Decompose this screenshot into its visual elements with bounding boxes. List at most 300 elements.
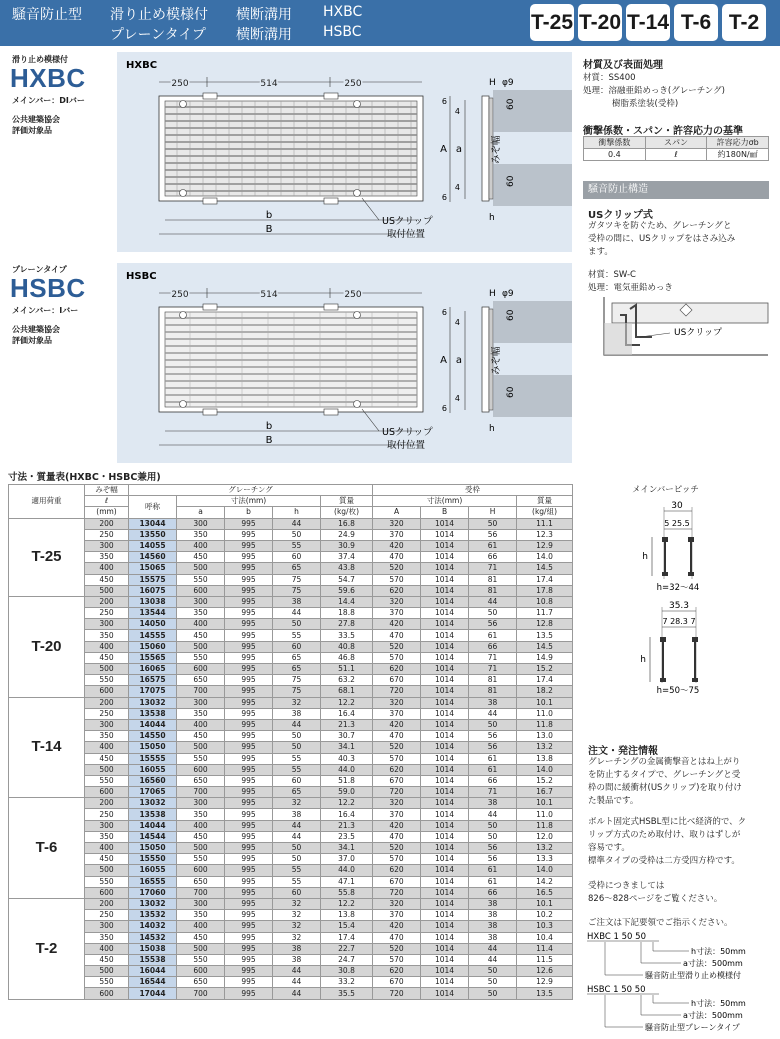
table-cell: 63.2 bbox=[321, 675, 373, 686]
header-width: (mm) bbox=[85, 507, 129, 518]
table-cell: 1014 bbox=[421, 753, 469, 764]
hsbc-drawing-panel bbox=[117, 263, 572, 463]
table-cell: 65 bbox=[273, 563, 321, 574]
table-cell: 1014 bbox=[421, 697, 469, 708]
table-cell: 14.4 bbox=[321, 596, 373, 607]
table-cell: 350 bbox=[177, 529, 225, 540]
header-col: B bbox=[421, 507, 469, 518]
table-cell: 14.2 bbox=[517, 876, 573, 887]
table-cell: 570 bbox=[373, 574, 421, 585]
table-cell: 995 bbox=[225, 563, 273, 574]
table-cell: 1014 bbox=[421, 921, 469, 932]
table-cell: 44 bbox=[273, 608, 321, 619]
table-cell: 670 bbox=[373, 977, 421, 988]
table-row bbox=[9, 552, 573, 563]
table-cell: 54.7 bbox=[321, 574, 373, 585]
load-class-cell: T-25 bbox=[9, 518, 85, 596]
header-col: b bbox=[225, 507, 273, 518]
table-cell: 320 bbox=[373, 898, 421, 909]
table-cell: 550 bbox=[177, 854, 225, 865]
product-code-cell: 15038 bbox=[129, 943, 177, 954]
table-cell: 620 bbox=[373, 966, 421, 977]
material-line: 樹脂系塗装(受枠) bbox=[612, 99, 679, 109]
table-cell: 570 bbox=[373, 854, 421, 865]
table-cell: 200 bbox=[85, 518, 129, 529]
table-cell: 995 bbox=[225, 630, 273, 641]
table-cell: 1014 bbox=[421, 977, 469, 988]
table-cell: 1014 bbox=[421, 686, 469, 697]
material-line: 材質：SS400 bbox=[583, 73, 636, 83]
dim-4-6: 4 bbox=[454, 394, 460, 403]
hsbc-code: HSBC bbox=[10, 273, 86, 303]
table-cell: 50 bbox=[273, 529, 321, 540]
table-cell: 68.1 bbox=[321, 686, 373, 697]
noise-material: 処理：電気亜鉛めっき bbox=[588, 283, 673, 293]
table-cell: 650 bbox=[177, 977, 225, 988]
dim-A: A bbox=[440, 355, 447, 366]
table-cell: 420 bbox=[373, 619, 421, 630]
table-cell: 16.7 bbox=[517, 787, 573, 798]
material-title: 材質及び表面処理 bbox=[583, 60, 663, 71]
load-class-cell: T-6 bbox=[9, 798, 85, 899]
table-cell: 350 bbox=[177, 809, 225, 820]
table-cell: 44 bbox=[469, 943, 517, 954]
product-code-cell: 15050 bbox=[129, 843, 177, 854]
table-cell: 44 bbox=[469, 809, 517, 820]
table-cell: 470 bbox=[373, 831, 421, 842]
table-cell: 44 bbox=[273, 977, 321, 988]
product-code-cell: 16065 bbox=[129, 664, 177, 675]
table-cell: 350 bbox=[85, 630, 129, 641]
table-cell: 13.2 bbox=[517, 742, 573, 753]
table-cell: 38 bbox=[273, 596, 321, 607]
table-cell: 300 bbox=[177, 518, 225, 529]
table-cell: 500 bbox=[85, 585, 129, 596]
table-cell: 10.4 bbox=[517, 932, 573, 943]
dim-250-right: 250 bbox=[344, 79, 362, 89]
order-type: 騒音防止型プレーンタイプ bbox=[645, 1023, 740, 1032]
table-cell: 670 bbox=[373, 675, 421, 686]
table-cell: 37.0 bbox=[321, 854, 373, 865]
table-row bbox=[9, 686, 573, 697]
table-row bbox=[9, 731, 573, 742]
table-cell: 450 bbox=[177, 831, 225, 842]
table-cell: 44.0 bbox=[321, 764, 373, 775]
table-cell: 44 bbox=[273, 719, 321, 730]
table-cell: 12.6 bbox=[517, 966, 573, 977]
table-cell: 44 bbox=[273, 988, 321, 999]
dim-4-6: 6 bbox=[441, 193, 447, 202]
pitch-diagram-top bbox=[620, 497, 730, 597]
table-cell: 1014 bbox=[421, 966, 469, 977]
table-cell: 66 bbox=[469, 552, 517, 563]
order-code: HSBC 1 50 50 bbox=[587, 985, 646, 995]
table-cell: 66 bbox=[469, 887, 517, 898]
table-cell: 250 bbox=[85, 529, 129, 540]
header-col: A bbox=[373, 507, 421, 518]
table-cell: 995 bbox=[225, 742, 273, 753]
pitch-total: 30 bbox=[671, 501, 683, 511]
table-cell: 56 bbox=[469, 619, 517, 630]
table-cell: 400 bbox=[177, 719, 225, 730]
table-cell: 370 bbox=[373, 708, 421, 719]
table-row bbox=[9, 664, 573, 675]
product-code-cell: 13544 bbox=[129, 608, 177, 619]
table-cell: 13.8 bbox=[517, 753, 573, 764]
table-cell: 700 bbox=[177, 686, 225, 697]
header-title-3: 横断溝用 bbox=[236, 7, 292, 23]
product-code-cell: 15550 bbox=[129, 854, 177, 865]
header-code-hxbc: HXBC bbox=[323, 4, 363, 20]
notes-line: グレーチングの金属衝撃音とはね上がり bbox=[588, 757, 741, 767]
table-cell: 600 bbox=[177, 966, 225, 977]
table-cell: 60 bbox=[273, 552, 321, 563]
table-cell: 995 bbox=[225, 753, 273, 764]
table-cell: 12.9 bbox=[517, 977, 573, 988]
table-row bbox=[9, 865, 573, 876]
table-cell: 55 bbox=[273, 753, 321, 764]
table-cell: 30.9 bbox=[321, 540, 373, 551]
header-load: 適用荷重 bbox=[9, 485, 85, 519]
header-frame: 受枠 bbox=[373, 485, 573, 496]
table-cell: 1014 bbox=[421, 898, 469, 909]
table-cell: 50 bbox=[469, 977, 517, 988]
table-cell: 400 bbox=[177, 540, 225, 551]
table-title: 寸法・質量表(HXBC・HSBC兼用) bbox=[8, 472, 161, 483]
table-cell: 60 bbox=[273, 641, 321, 652]
table-cell: 995 bbox=[225, 865, 273, 876]
dim-514: 514 bbox=[260, 290, 278, 300]
table-cell: 470 bbox=[373, 630, 421, 641]
load-class-badge: T-2 bbox=[722, 4, 766, 41]
dim-4-6: 4 bbox=[454, 183, 460, 192]
table-cell: 1014 bbox=[421, 540, 469, 551]
table-cell: 550 bbox=[177, 574, 225, 585]
table-cell: 17.4 bbox=[321, 932, 373, 943]
header-title-1: 騒音防止型 bbox=[12, 7, 82, 23]
table-row bbox=[9, 854, 573, 865]
table-cell: 38 bbox=[469, 697, 517, 708]
table-cell: 550 bbox=[85, 775, 129, 786]
product-code-cell: 16044 bbox=[129, 966, 177, 977]
table-row bbox=[9, 596, 573, 607]
table-cell: 500 bbox=[177, 563, 225, 574]
table-row bbox=[9, 630, 573, 641]
table-cell: 38 bbox=[273, 954, 321, 965]
table-cell: 1014 bbox=[421, 652, 469, 663]
table-cell: 65 bbox=[273, 787, 321, 798]
table-cell: 450 bbox=[177, 731, 225, 742]
table-cell: 600 bbox=[177, 664, 225, 675]
table-cell: 250 bbox=[85, 608, 129, 619]
table-cell: 995 bbox=[225, 652, 273, 663]
product-code-cell: 16055 bbox=[129, 764, 177, 775]
pitch-diagram-bottom bbox=[620, 597, 730, 697]
table-row bbox=[9, 809, 573, 820]
table-cell: 30.7 bbox=[321, 731, 373, 742]
header-dim: 寸法(mm) bbox=[373, 496, 517, 507]
table-cell: 16.4 bbox=[321, 809, 373, 820]
table-cell: 46.8 bbox=[321, 652, 373, 663]
table-cell: 420 bbox=[373, 921, 421, 932]
table-cell: 995 bbox=[225, 552, 273, 563]
table-row bbox=[9, 887, 573, 898]
table-cell: 500 bbox=[177, 641, 225, 652]
order-a: a寸法：500mm bbox=[683, 959, 743, 968]
header-col: a bbox=[177, 507, 225, 518]
dim-a: a bbox=[455, 355, 462, 366]
table-cell: 24.9 bbox=[321, 529, 373, 540]
table-cell: 55 bbox=[273, 630, 321, 641]
table-cell: 71 bbox=[469, 652, 517, 663]
table-cell: 32 bbox=[273, 932, 321, 943]
table-cell: 600 bbox=[85, 787, 129, 798]
table-cell: 17.4 bbox=[517, 574, 573, 585]
table-cell: 995 bbox=[225, 843, 273, 854]
table-cell: 38 bbox=[469, 932, 517, 943]
table-cell: 995 bbox=[225, 596, 273, 607]
table-cell: 1014 bbox=[421, 932, 469, 943]
table-cell: 720 bbox=[373, 988, 421, 999]
table-cell: 670 bbox=[373, 775, 421, 786]
pitch-range: h=32〜44 bbox=[656, 583, 700, 593]
table-row bbox=[9, 574, 573, 585]
order-code: HXBC 1 50 50 bbox=[587, 932, 646, 942]
table-cell: 61 bbox=[469, 630, 517, 641]
dim-4-6: 6 bbox=[441, 97, 447, 106]
table-row bbox=[9, 753, 573, 764]
table-cell: 250 bbox=[85, 809, 129, 820]
hxbc-main-bar: メインバー：DIバー bbox=[12, 96, 85, 105]
table-cell: 50 bbox=[469, 831, 517, 842]
dim-A: A bbox=[440, 144, 447, 155]
table-cell: 1014 bbox=[421, 630, 469, 641]
table-cell: 995 bbox=[225, 820, 273, 831]
table-cell: 550 bbox=[177, 652, 225, 663]
table-cell: 995 bbox=[225, 943, 273, 954]
product-code-cell: 14050 bbox=[129, 619, 177, 630]
table-cell: 44 bbox=[469, 708, 517, 719]
table-cell: 50 bbox=[273, 619, 321, 630]
table-cell: 570 bbox=[373, 954, 421, 965]
table-cell: 470 bbox=[373, 731, 421, 742]
table-cell: 71 bbox=[469, 787, 517, 798]
table-cell: 300 bbox=[177, 697, 225, 708]
table-row bbox=[9, 977, 573, 988]
table-cell: 300 bbox=[177, 798, 225, 809]
table-cell: 56 bbox=[469, 529, 517, 540]
notes-p4: ご注文は下記要領でご指示ください。 bbox=[588, 918, 733, 928]
table-cell: 60 bbox=[273, 775, 321, 786]
table-cell: 420 bbox=[373, 820, 421, 831]
table-row bbox=[9, 988, 573, 999]
dim-H: H bbox=[489, 289, 496, 299]
table-cell: 500 bbox=[177, 943, 225, 954]
table-cell: 450 bbox=[85, 854, 129, 865]
table-cell: 995 bbox=[225, 686, 273, 697]
noise-text: 受枠の間に、USクリップをはさみ込み bbox=[588, 234, 736, 244]
coef-header: スパン bbox=[645, 137, 707, 149]
dim-H: H bbox=[489, 78, 496, 88]
table-cell: 995 bbox=[225, 932, 273, 943]
table-cell: 720 bbox=[373, 887, 421, 898]
us-clip-diagram-label: USクリップ bbox=[674, 328, 722, 338]
table-cell: 300 bbox=[85, 619, 129, 630]
table-cell: 995 bbox=[225, 719, 273, 730]
table-cell: 17.8 bbox=[517, 585, 573, 596]
table-row bbox=[9, 798, 573, 809]
table-cell: 66 bbox=[469, 775, 517, 786]
hxbc-drawing bbox=[117, 52, 572, 252]
table-cell: 34.1 bbox=[321, 742, 373, 753]
table-cell: 995 bbox=[225, 619, 273, 630]
dim-4-6: 4 bbox=[454, 107, 460, 116]
table-cell: 1014 bbox=[421, 742, 469, 753]
table-cell: 995 bbox=[225, 697, 273, 708]
table-row bbox=[9, 876, 573, 887]
table-row bbox=[9, 585, 573, 596]
table-cell: 38 bbox=[273, 708, 321, 719]
table-cell: 520 bbox=[373, 742, 421, 753]
table-row bbox=[9, 675, 573, 686]
product-code-cell: 15060 bbox=[129, 641, 177, 652]
table-cell: 55 bbox=[273, 876, 321, 887]
product-code-cell: 14550 bbox=[129, 731, 177, 742]
table-cell: 320 bbox=[373, 518, 421, 529]
dim-h: h bbox=[489, 424, 495, 434]
table-cell: 350 bbox=[85, 932, 129, 943]
dim-B: B bbox=[265, 435, 273, 446]
table-cell: 1014 bbox=[421, 608, 469, 619]
table-cell: 470 bbox=[373, 552, 421, 563]
product-code-cell: 17044 bbox=[129, 988, 177, 999]
us-clip-position: 取付位置 bbox=[387, 440, 426, 451]
table-cell: 200 bbox=[85, 697, 129, 708]
table-row bbox=[9, 787, 573, 798]
table-cell: 620 bbox=[373, 865, 421, 876]
header-width: みぞ幅 bbox=[85, 485, 129, 496]
coef-header: 衝撃係数 bbox=[584, 137, 646, 149]
table-cell: 450 bbox=[177, 552, 225, 563]
table-cell: 1014 bbox=[421, 988, 469, 999]
table-cell: 13.0 bbox=[517, 731, 573, 742]
table-cell: 55 bbox=[273, 865, 321, 876]
table-cell: 40.3 bbox=[321, 753, 373, 764]
table-body bbox=[9, 518, 573, 999]
table-cell: 600 bbox=[85, 988, 129, 999]
drawing-title: HXBC bbox=[126, 60, 158, 71]
product-code-cell: 16560 bbox=[129, 775, 177, 786]
table-cell: 32 bbox=[273, 921, 321, 932]
table-cell: 500 bbox=[85, 764, 129, 775]
table-cell: 300 bbox=[85, 719, 129, 730]
table-cell: 33.5 bbox=[321, 630, 373, 641]
notes-line: 枠の間に緩衝材(USクリップ)を取り付け bbox=[588, 783, 742, 793]
table-cell: 300 bbox=[177, 596, 225, 607]
table-cell: 14.9 bbox=[517, 652, 573, 663]
header-title-4: プレーンタイプ bbox=[110, 27, 206, 43]
table-cell: 56 bbox=[469, 742, 517, 753]
product-code-cell: 16544 bbox=[129, 977, 177, 988]
table-cell: 700 bbox=[177, 887, 225, 898]
hxbc-code: HXBC bbox=[10, 63, 86, 93]
product-code-cell: 14532 bbox=[129, 932, 177, 943]
table-row bbox=[9, 943, 573, 954]
product-code-cell: 15050 bbox=[129, 742, 177, 753]
table-cell: 12.3 bbox=[517, 529, 573, 540]
table-cell: 23.5 bbox=[321, 831, 373, 842]
notes-p1 bbox=[588, 756, 742, 808]
table-cell: 32 bbox=[273, 898, 321, 909]
table-cell: 995 bbox=[225, 876, 273, 887]
table-cell: 65 bbox=[273, 664, 321, 675]
table-cell: 600 bbox=[177, 585, 225, 596]
table-cell: 12.0 bbox=[517, 831, 573, 842]
table-cell: 50 bbox=[469, 966, 517, 977]
table-cell: 14.0 bbox=[517, 552, 573, 563]
load-class-cell: T-2 bbox=[9, 898, 85, 999]
product-code-cell: 13044 bbox=[129, 518, 177, 529]
coef-header: 許容応力σb bbox=[707, 137, 769, 149]
table-cell: 350 bbox=[177, 910, 225, 921]
table-cell: 16.8 bbox=[321, 518, 373, 529]
table-cell: 75 bbox=[273, 675, 321, 686]
noise-text: ます。 bbox=[588, 247, 613, 257]
table-cell: 38 bbox=[469, 910, 517, 921]
table-cell: 300 bbox=[85, 540, 129, 551]
product-code-cell: 14044 bbox=[129, 820, 177, 831]
table-cell: 600 bbox=[85, 686, 129, 697]
table-cell: 995 bbox=[225, 977, 273, 988]
table-cell: 11.5 bbox=[517, 954, 573, 965]
product-code-cell: 13532 bbox=[129, 910, 177, 921]
product-code-cell: 16055 bbox=[129, 865, 177, 876]
table-cell: 1014 bbox=[421, 775, 469, 786]
table-cell: 55 bbox=[273, 764, 321, 775]
table-cell: 50 bbox=[273, 742, 321, 753]
table-cell: 81 bbox=[469, 585, 517, 596]
table-cell: 550 bbox=[85, 675, 129, 686]
table-cell: 1014 bbox=[421, 876, 469, 887]
table-cell: 16.5 bbox=[517, 887, 573, 898]
table-cell: 66 bbox=[469, 641, 517, 652]
header-mass: 質量 bbox=[517, 496, 573, 507]
header-dim: 寸法(mm) bbox=[177, 496, 321, 507]
table-cell: 50 bbox=[273, 854, 321, 865]
pitch-range: h=50〜75 bbox=[656, 686, 700, 696]
table-cell: 38 bbox=[469, 798, 517, 809]
load-class-badge: T-20 bbox=[578, 4, 622, 41]
table-cell: 500 bbox=[177, 843, 225, 854]
table-cell: 250 bbox=[85, 708, 129, 719]
table-cell: 55 bbox=[273, 540, 321, 551]
table-row bbox=[9, 910, 573, 921]
table-cell: 995 bbox=[225, 809, 273, 820]
product-code-cell: 16075 bbox=[129, 585, 177, 596]
table-row bbox=[9, 898, 573, 909]
dim-250-left: 250 bbox=[171, 79, 189, 89]
table-cell: 470 bbox=[373, 932, 421, 943]
table-cell: 14.0 bbox=[517, 865, 573, 876]
dim-250-left: 250 bbox=[171, 290, 189, 300]
table-cell: 450 bbox=[85, 652, 129, 663]
dim-b: b bbox=[265, 210, 273, 221]
table-cell: 1014 bbox=[421, 664, 469, 675]
table-row bbox=[9, 921, 573, 932]
table-row bbox=[9, 708, 573, 719]
table-cell: 44 bbox=[273, 966, 321, 977]
table-cell: 50 bbox=[469, 988, 517, 999]
